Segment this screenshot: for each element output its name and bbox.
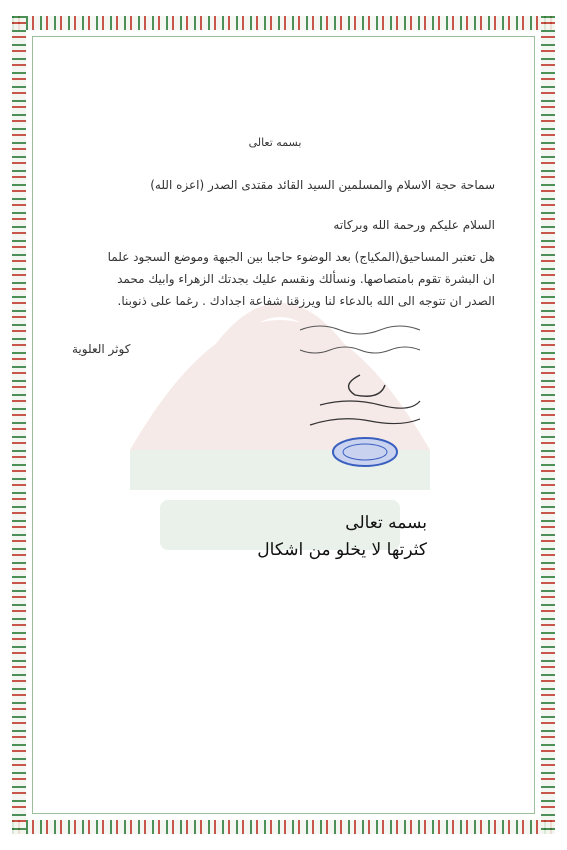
letter-salutation: السلام عليكم ورحمة الله وبركاته: [333, 218, 495, 232]
letter-basmala: بسمه تعالى: [248, 136, 302, 149]
border-right: [541, 16, 555, 834]
answer-basmala: بسمه تعالى: [345, 513, 427, 533]
border-bottom: [12, 820, 555, 834]
border-top: [12, 16, 555, 30]
letter-body-line: هل تعتبر المساحيق(المكياج) بعد الوضوء حاجبا بين الجبهة وموضع السجود علما: [107, 250, 495, 264]
letter-body: [65, 246, 495, 312]
border-left: [12, 16, 26, 834]
letter-signer: كوثر العلوية: [72, 342, 131, 356]
answer-text: كثرتها لا يخلو من اشكال: [257, 540, 427, 560]
letter-body-line: ان البشرة تقوم بامتصاصها. ونسألك ونقسم عليك بجدتك الزهراء وابيك محمد: [117, 272, 495, 286]
signature-stamp-image: [290, 320, 440, 470]
letter-addressee: سماحة حجة الاسلام والمسلمين السيد القائد مقتدى الصدر (اعزه الله): [150, 178, 495, 192]
letter-body-line: الصدر ان تتوجه الى الله بالدعاء لنا ويرزقنا شفاعة اجدادك . رغما على ذنوبنا.: [117, 294, 495, 308]
